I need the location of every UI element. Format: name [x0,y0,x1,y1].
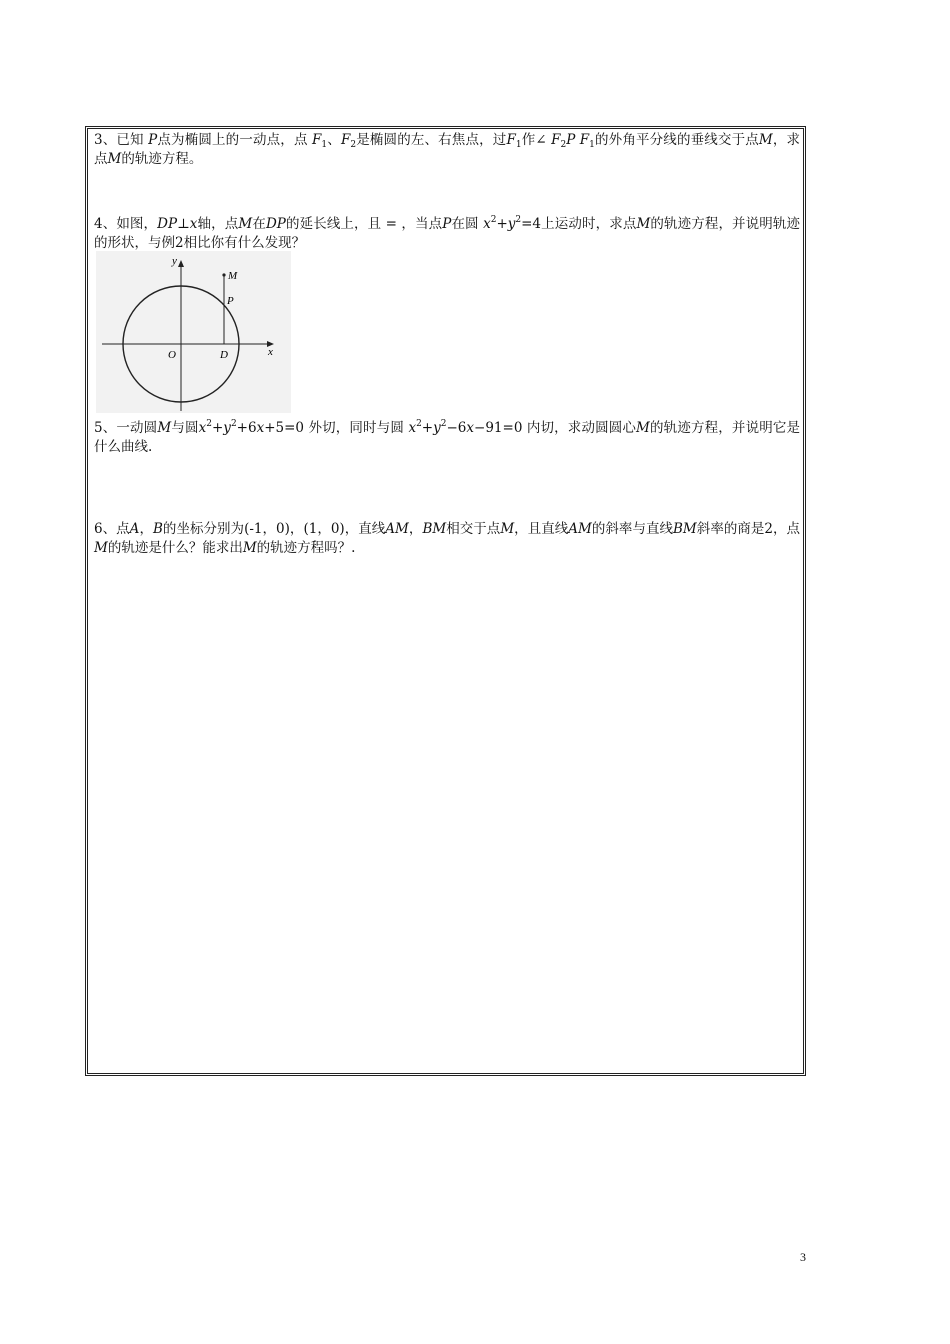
page-number: 3 [800,1250,806,1264]
label-y: y [172,255,177,267]
label-x: x [268,346,273,358]
label-o: O [168,349,176,361]
label-m: M [228,270,238,282]
circle-figure [96,251,291,413]
problem-frame [85,126,806,1076]
problem-3: 3、已知 P点为椭圆上的一动点，点 $F_1$、$F_2$是椭圆的左、右焦点，过$F_1$作∠ $F_2P$ $F_1$的外角平分线的垂线交于点M，求点M的轨迹方程。 [94,132,801,167]
y-axis-arrow-icon [178,260,184,267]
problem-4: 4、如图，DP⊥x轴，点M在DP的延长线上，且 = ，当点P在圆 $x^2+y^2=4$上运动时，求点M的轨迹方程，并说明轨迹的形状，与例2相比你有什么发现？ [94,215,801,251]
label-p: P [227,295,234,307]
label-d: D [220,349,228,361]
point-m [222,273,225,276]
problem-6: 6、点A，B的坐标分别为(-1，0)，(1，0)，直线AM，BM相交于点M，且直线AM的斜率与直线BM斜率的商是2，点M的轨迹是什么？能求出M的轨迹方程吗？. [94,521,801,556]
problem-5: 5、一动圆M与圆$x^2+y^2+6x+5=0$ 外切，同时与圆 $x^2+y^2-6x-91=0$ 内切，求动圆圆心M的轨迹方程，并说明它是什么曲线. [94,419,801,455]
